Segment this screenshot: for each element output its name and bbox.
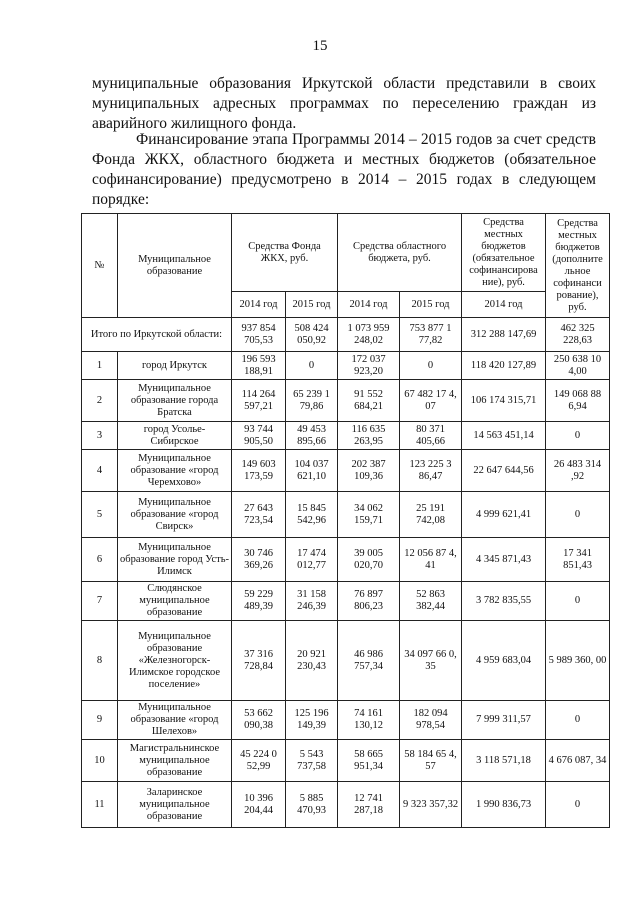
total-regional-2014: 1 073 959 248,02 — [338, 318, 400, 352]
header-regional: Средства областного бюджета, руб. — [338, 214, 462, 292]
financing-table — [81, 213, 610, 828]
total-fund-2014: 937 854 705,53 — [232, 318, 286, 352]
row-local-additional: 17 341 851,43 — [546, 538, 610, 582]
row-fund-2014: 53 662 090,38 — [232, 701, 286, 740]
row-num: 8 — [82, 621, 118, 701]
row-local-mandatory: 1 990 836,73 — [462, 782, 546, 828]
row-num: 6 — [82, 538, 118, 582]
row-local-additional: 0 — [546, 782, 610, 828]
row-regional-2014: 12 741 287,18 — [338, 782, 400, 828]
row-fund-2015: 104 037 621,10 — [286, 450, 338, 492]
row-fund-2014: 114 264 597,21 — [232, 380, 286, 422]
row-regional-2014: 116 635 263,95 — [338, 422, 400, 450]
row-name: Заларинское муниципальное образование — [118, 782, 232, 828]
row-name: Муниципальное образование «город Шелехов» — [118, 701, 232, 740]
row-regional-2014: 34 062 159,71 — [338, 492, 400, 538]
row-num: 3 — [82, 422, 118, 450]
header-municipality: Муниципальное образование — [118, 214, 232, 318]
row-fund-2014: 45 224 0 52,99 — [232, 740, 286, 782]
row-fund-2015: 0 — [286, 352, 338, 380]
row-regional-2014: 46 986 757,34 — [338, 621, 400, 701]
row-regional-2014: 58 665 951,34 — [338, 740, 400, 782]
row-num: 11 — [82, 782, 118, 828]
header-local-additional: Средства местных бюджетов (дополните льное софинанси рование), руб. — [546, 214, 610, 318]
row-name: Муниципальное образование «город Черемхово» — [118, 450, 232, 492]
row-name: Муниципальное образование «город Свирск» — [118, 492, 232, 538]
table-row — [82, 422, 610, 450]
table-row — [82, 701, 610, 740]
row-regional-2015: 182 094 978,54 — [400, 701, 462, 740]
row-fund-2014: 37 316 728,84 — [232, 621, 286, 701]
row-fund-2015: 5 885 470,93 — [286, 782, 338, 828]
row-local-mandatory: 22 647 644,56 — [462, 450, 546, 492]
row-regional-2015: 52 863 382,44 — [400, 582, 462, 621]
row-regional-2014: 202 387 109,36 — [338, 450, 400, 492]
row-name: Магистральнинское муниципальное образование — [118, 740, 232, 782]
table-row — [82, 492, 610, 538]
row-regional-2015: 123 225 3 86,47 — [400, 450, 462, 492]
table-row — [82, 782, 610, 828]
header-fund: Средства Фонда ЖКХ, руб. — [232, 214, 338, 292]
row-name: Муниципальное образование города Братска — [118, 380, 232, 422]
row-local-additional: 5 989 360, 00 — [546, 621, 610, 701]
row-local-additional: 250 638 10 4,00 — [546, 352, 610, 380]
header-local-mandatory: Средства местных бюджетов (обязательное софинансирова ние), руб. — [462, 214, 546, 292]
row-regional-2015: 9 323 357,32 — [400, 782, 462, 828]
table-row — [82, 582, 610, 621]
row-fund-2014: 93 744 905,50 — [232, 422, 286, 450]
table-row — [82, 352, 610, 380]
row-fund-2015: 31 158 246,39 — [286, 582, 338, 621]
row-regional-2014: 172 037 923,20 — [338, 352, 400, 380]
row-regional-2015: 80 371 405,66 — [400, 422, 462, 450]
row-local-mandatory: 3 118 571,18 — [462, 740, 546, 782]
row-local-mandatory: 4 959 683,04 — [462, 621, 546, 701]
row-fund-2015: 65 239 1 79,86 — [286, 380, 338, 422]
header-local-2014: 2014 год — [462, 292, 546, 318]
row-local-additional: 0 — [546, 492, 610, 538]
row-regional-2015: 58 184 65 4, 57 — [400, 740, 462, 782]
row-local-additional: 0 — [546, 422, 610, 450]
page-number: 15 — [312, 38, 328, 54]
row-local-mandatory: 4 345 871,43 — [462, 538, 546, 582]
row-fund-2015: 125 196 149,39 — [286, 701, 338, 740]
row-fund-2014: 196 593 188,91 — [232, 352, 286, 380]
row-name: Слюдянское муниципальное образование — [118, 582, 232, 621]
row-num: 9 — [82, 701, 118, 740]
table-row — [82, 621, 610, 701]
row-name: город Усолье-Сибирское — [118, 422, 232, 450]
row-fund-2014: 59 229 489,39 — [232, 582, 286, 621]
total-label: Итого по Иркутской области: — [82, 318, 232, 352]
row-local-mandatory: 4 999 621,41 — [462, 492, 546, 538]
row-regional-2015: 67 482 17 4, 07 — [400, 380, 462, 422]
row-local-additional: 0 — [546, 582, 610, 621]
row-name: Муниципальное образование город Усть-Илимск — [118, 538, 232, 582]
row-name: Муниципальное образование «Железногорск-Илимское городское поселение» — [118, 621, 232, 701]
total-local-additional: 462 325 228,63 — [546, 318, 610, 352]
row-local-additional: 26 483 314 ,92 — [546, 450, 610, 492]
row-regional-2014: 74 161 130,12 — [338, 701, 400, 740]
row-local-mandatory: 7 999 311,57 — [462, 701, 546, 740]
header-fund-2014: 2014 год — [232, 292, 286, 318]
row-local-mandatory: 3 782 835,55 — [462, 582, 546, 621]
row-local-mandatory: 106 174 315,71 — [462, 380, 546, 422]
row-num: 2 — [82, 380, 118, 422]
row-regional-2014: 91 552 684,21 — [338, 380, 400, 422]
row-num: 4 — [82, 450, 118, 492]
header-regional-2014: 2014 год — [338, 292, 400, 318]
paragraph-financing: Финансирование этапа Программы 2014 – 2015 годов за счет средств Фонда ЖКХ, областного бюджета и местных бюджетов (обязательное софинансирование) предусмотрено в 2014 – 2015 годах в следующем порядке: — [92, 131, 596, 208]
header-regional-2015: 2015 год — [400, 292, 462, 318]
row-fund-2014: 10 396 204,44 — [232, 782, 286, 828]
row-local-additional: 4 676 087, 34 — [546, 740, 610, 782]
row-fund-2015: 49 453 895,66 — [286, 422, 338, 450]
row-regional-2015: 34 097 66 0, 35 — [400, 621, 462, 701]
table-row — [82, 380, 610, 422]
row-local-additional: 149 068 88 6,94 — [546, 380, 610, 422]
total-fund-2015: 508 424 050,92 — [286, 318, 338, 352]
row-regional-2015: 12 056 87 4, 41 — [400, 538, 462, 582]
table-row-total — [82, 318, 610, 352]
row-fund-2014: 27 643 723,54 — [232, 492, 286, 538]
row-local-mandatory: 118 420 127,89 — [462, 352, 546, 380]
header-fund-2015: 2015 год — [286, 292, 338, 318]
table-row — [82, 450, 610, 492]
row-fund-2015: 20 921 230,43 — [286, 621, 338, 701]
row-regional-2014: 39 005 020,70 — [338, 538, 400, 582]
header-num: № — [82, 214, 118, 318]
row-num: 10 — [82, 740, 118, 782]
row-local-mandatory: 14 563 451,14 — [462, 422, 546, 450]
row-fund-2015: 15 845 542,96 — [286, 492, 338, 538]
row-fund-2015: 17 474 012,77 — [286, 538, 338, 582]
paragraph-intro: муниципальные образования Иркутской области представили в своих муниципальных адресных программах по переселению граждан из аварийного жилищного фонда. — [92, 75, 596, 132]
total-regional-2015: 753 877 1 77,82 — [400, 318, 462, 352]
row-fund-2014: 149 603 173,59 — [232, 450, 286, 492]
table-row — [82, 538, 610, 582]
row-local-additional: 0 — [546, 701, 610, 740]
row-num: 5 — [82, 492, 118, 538]
table-row — [82, 740, 610, 782]
row-name: город Иркутск — [118, 352, 232, 380]
row-fund-2015: 5 543 737,58 — [286, 740, 338, 782]
row-num: 1 — [82, 352, 118, 380]
total-local-mandatory: 312 288 147,69 — [462, 318, 546, 352]
row-regional-2014: 76 897 806,23 — [338, 582, 400, 621]
row-num: 7 — [82, 582, 118, 621]
row-fund-2014: 30 746 369,26 — [232, 538, 286, 582]
row-regional-2015: 0 — [400, 352, 462, 380]
row-regional-2015: 25 191 742,08 — [400, 492, 462, 538]
